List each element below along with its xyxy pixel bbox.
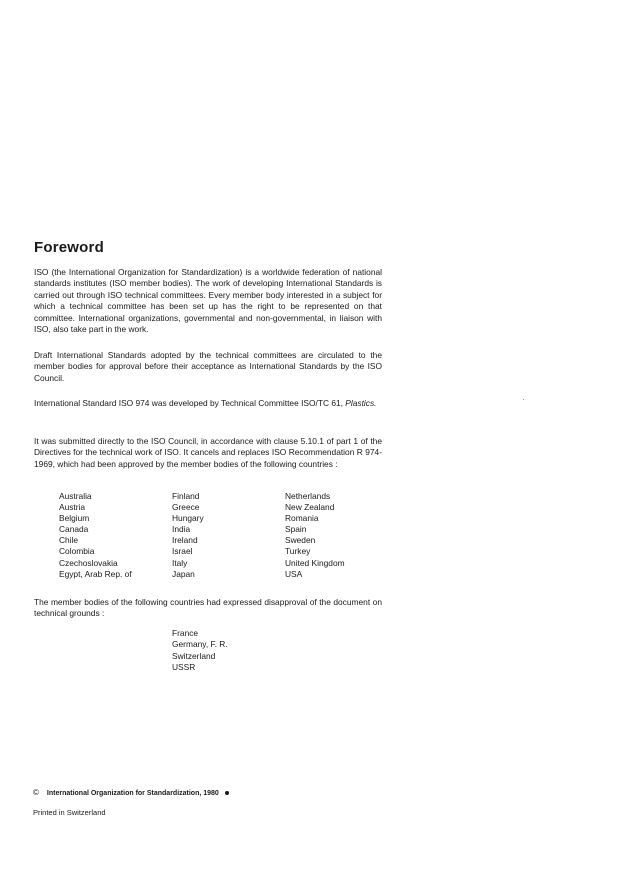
- country-item: Israel: [172, 546, 193, 557]
- copyright-text: International Organization for Standardization, 1980: [46, 790, 219, 797]
- country-item: India: [172, 524, 191, 535]
- committee-name: Plastics.: [345, 398, 377, 408]
- countries-column-1: [59, 491, 132, 580]
- country-item: Egypt, Arab Rep. of: [59, 568, 132, 579]
- country-item: Japan: [172, 568, 195, 579]
- disapproving-countries-list: [172, 628, 228, 673]
- country-item: Colombia: [59, 546, 95, 557]
- country-item: Spain: [285, 524, 307, 535]
- country-item: Finland: [172, 491, 200, 501]
- foreword-paragraph-5: The member bodies of the following countries had expressed disapproval of the document on technical grounds :: [34, 597, 382, 619]
- country-item: Belgium: [59, 513, 90, 524]
- paragraph-3-text: International Standard ISO 974 was developed by Technical Committee ISO/TC 61,: [34, 398, 343, 408]
- country-item: USA: [285, 568, 303, 579]
- country-item: Netherlands: [285, 491, 331, 501]
- country-item: Greece: [172, 502, 200, 513]
- country-item: Italy: [172, 557, 188, 568]
- country-item: United Kingdom: [285, 557, 345, 568]
- country-item: Chile: [59, 535, 79, 546]
- country-item: Sweden: [285, 535, 316, 546]
- country-item: Romania: [285, 513, 319, 524]
- copyright-line: [33, 788, 229, 797]
- country-item: Germany, F. R.: [172, 639, 228, 650]
- country-item: Canada: [59, 524, 89, 535]
- country-item: Australia: [59, 491, 92, 501]
- countries-column-2: [172, 491, 204, 580]
- foreword-paragraph-1: ISO (the International Organization for Standardization) is a worldwide federation of national standards institutes (ISO member bodies). The work of developing International Standards is carried out through ISO technical committees. Every member body interested in a subject for which a technical committee has been set up has the right to be represented on that committee. International organizations, governmental and non-governmental, in liaison with ISO, also take part in the work.: [34, 267, 382, 335]
- country-item: Austria: [59, 502, 86, 513]
- country-item: Switzerland: [172, 650, 216, 661]
- copyright-symbol: ©: [33, 788, 39, 797]
- bullet-dot-icon: [225, 791, 229, 795]
- scan-speck: [523, 399, 524, 400]
- foreword-paragraph-3: [34, 398, 382, 409]
- country-item: France: [172, 628, 199, 638]
- countries-column-3: [285, 491, 345, 580]
- country-item: Ireland: [172, 535, 198, 546]
- country-item: Czechoslovakia: [59, 557, 118, 568]
- printed-in-note: Printed in Switzerland: [33, 808, 106, 817]
- foreword-paragraph-4: It was submitted directly to the ISO Council, in accordance with clause 5.10.1 of part 1 of the Directives for the technical work of ISO. It cancels and replaces ISO Recommendation R 974-1969, which had been approved by the member bodies of the following countries :: [34, 436, 382, 469]
- country-item: New Zealand: [285, 502, 335, 513]
- country-item: Hungary: [172, 513, 204, 524]
- foreword-paragraph-2: Draft International Standards adopted by the technical committees are circulated to the member bodies for approval before their acceptance as International Standards by the ISO Council.: [34, 350, 382, 383]
- foreword-heading: Foreword: [34, 239, 104, 256]
- country-item: USSR: [172, 661, 196, 672]
- country-item: Turkey: [285, 546, 311, 557]
